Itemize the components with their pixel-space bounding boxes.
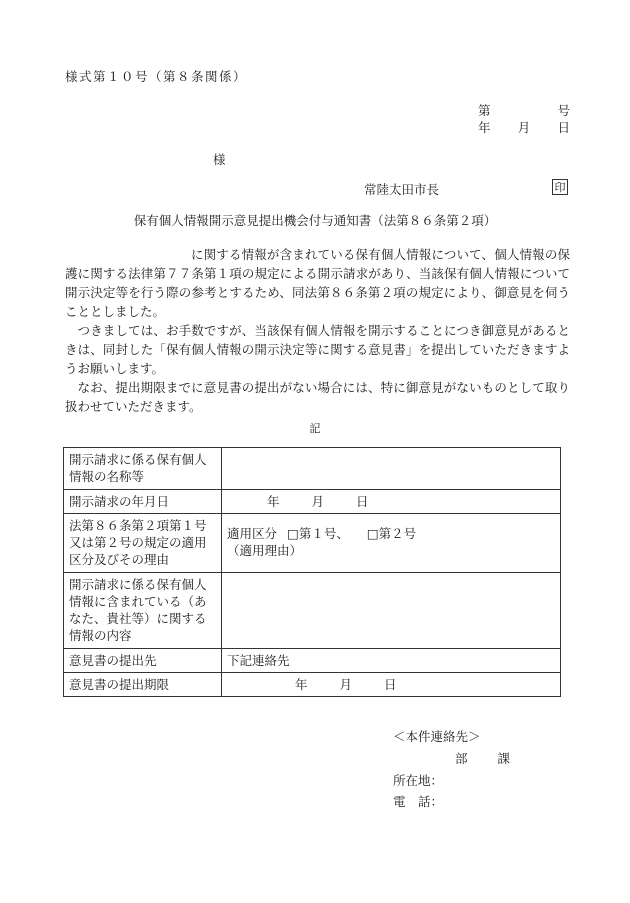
document-date — [478, 118, 570, 136]
date-year: 年 — [478, 120, 491, 135]
document-number — [478, 101, 570, 119]
table-row — [64, 448, 561, 490]
contact-heading: ＜本件連絡先＞ — [393, 729, 481, 744]
date-month: 月 — [517, 120, 531, 135]
body-text — [65, 245, 570, 416]
deadline-year: 年 — [295, 677, 308, 692]
row-label-deadline: 意見書の提出期限 — [64, 673, 222, 697]
addressee-suffix: 様 — [213, 152, 226, 167]
row-label-submit-to: 意見書の提出先 — [64, 649, 222, 673]
table-row — [64, 649, 561, 673]
row-value-info-content — [222, 573, 561, 649]
sender-name: 常陸太田市長 — [364, 182, 440, 197]
body-paragraph-1: に関する情報が含まれている保有個人情報について、個人情報の保護に関する法律第７７条第１項の規定による開示請求があり、当該保有個人情報について開示決定等を行う際の参考とするため、同法第８６条第２項の規定により、御意見を伺うこととしました。 — [65, 247, 570, 319]
reason-label: （適用理由） — [227, 543, 303, 558]
info-table — [63, 447, 561, 697]
row-label-request-date: 開示請求の年月日 — [64, 490, 222, 514]
row-value-request-date — [222, 490, 561, 514]
ki-marker: 記 — [309, 422, 321, 435]
contact-section-label: 課 — [497, 751, 510, 766]
table-row — [64, 673, 561, 697]
deadline-month: 月 — [339, 677, 353, 692]
row-label-record-name: 開示請求に係る保有個人情報の名称等 — [64, 448, 222, 490]
option-clause-2[interactable]: □第２号 — [366, 526, 417, 541]
body-paragraph-2: つきましては、お手数ですが、当該保有個人情報を開示することにつき御意見があるときは、同封した「保有個人情報の開示決定等に関する意見書」を提出していただきますようお願いします。 — [65, 323, 570, 376]
row-value-submit-to: 下記連絡先 — [222, 649, 561, 673]
option-clause-1[interactable]: □第１号、 — [287, 526, 349, 541]
table-row — [64, 490, 561, 514]
contact-phone-label: 電 話： — [393, 794, 444, 809]
contact-location-label: 所在地： — [393, 773, 444, 788]
category-label: 適用区分 — [227, 526, 278, 541]
seal-box: 印 — [552, 179, 568, 195]
number-label-suffix: 号 — [557, 103, 570, 118]
row-label-applicable-clause: 法第８６条第２項第１号又は第２号の規定の適用区分及びその理由 — [64, 514, 222, 573]
table-row — [64, 573, 561, 649]
number-label-prefix: 第 — [478, 103, 491, 118]
deadline-day: 日 — [384, 677, 397, 692]
contact-dept-label: 部 — [455, 751, 468, 766]
form-number: 様式第１０号（第８条関係） — [65, 69, 248, 84]
row-value-record-name — [222, 448, 561, 490]
request-date-year: 年 — [267, 494, 280, 509]
document-title: 保有個人情報開示意見提出機会付与通知書（法第８６条第２項） — [133, 213, 497, 228]
row-label-info-content: 開示請求に係る保有個人情報に含まれている（あなた、貴社等）に関する情報の内容 — [64, 573, 222, 649]
request-date-month: 月 — [311, 494, 325, 509]
row-value-applicable-clause — [222, 514, 561, 573]
row-value-deadline — [222, 673, 561, 697]
body-paragraph-3: なお、提出期限までに意見書の提出がない場合には、特に御意見がないものとして取り扱わせていただきます。 — [65, 380, 570, 414]
request-date-day: 日 — [356, 494, 369, 509]
contact-department — [455, 749, 510, 767]
date-day: 日 — [557, 120, 570, 135]
table-row — [64, 514, 561, 573]
